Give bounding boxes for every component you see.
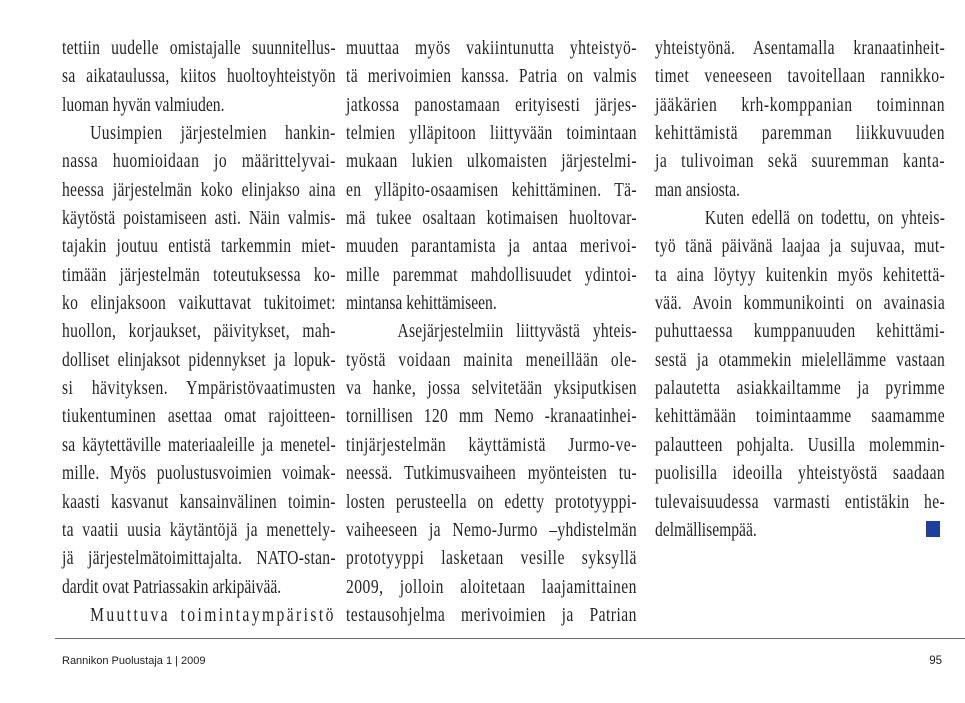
paragraph: [346, 34, 637, 317]
text-line: työstä voidaan mainita meneillään ole-: [346, 348, 637, 371]
text-line: dardit ovat Patriassakin arkipäivää.: [62, 575, 282, 598]
paragraph: [62, 119, 336, 601]
text-line: dolliset elinjaksot pidennykset ja lopuk-: [62, 348, 336, 371]
text-line: Muuttuva toimintaympäristö: [90, 603, 336, 626]
text-line: tiukentuminen asettaa omat rajoitteen-: [62, 405, 336, 428]
paragraph: [346, 317, 637, 629]
text-line: tornillisen 120 mm Nemo -kranaatinhei-: [346, 405, 637, 428]
paragraph: [62, 34, 336, 119]
text-line: losten perusteella on edetty prototyyppi-: [346, 490, 637, 513]
end-square-icon: [926, 521, 940, 537]
text-line: mille paremmat mahdollisuudet ydintoi-: [346, 263, 637, 286]
text-line: timet veneeseen tavoitellaan rannikko-: [655, 65, 946, 88]
text-line: tulevaisuudessa varmasti entistäkin he-: [655, 490, 946, 513]
text-line: luoman hyvän valmiuden.: [62, 93, 225, 116]
text-line: mukaan lukien ulkomaisten järjestelmi-: [346, 150, 637, 173]
text-line: vaiheeseen ja Nemo-Jurmo –yhdistelmän: [346, 518, 637, 541]
text-line: jääkärien krh-komppanian toiminnan: [655, 93, 946, 116]
text-column-3: [655, 34, 945, 544]
text-line: Asejärjestelmiin liittyvästä yhteis-: [397, 320, 637, 343]
text-line: sa aikataulussa, kiitos huoltoyhteistyön: [62, 65, 336, 88]
text-line: testausohjelma merivoimien ja Patrian: [346, 603, 637, 626]
text-column-1: [62, 34, 336, 629]
text-line: kehittämään toimintaamme saamamme: [655, 405, 946, 428]
text-line: tettiin uudelle omistajalle suunnitellus-: [62, 37, 336, 59]
text-line: käytöstä poistamiseen asti. Näin valmis-: [62, 207, 336, 230]
text-line: man ansiosta.: [655, 178, 740, 201]
text-line: ko elinjaksoon vaikuttavat tukitoimet:: [62, 292, 336, 315]
text-line: yhteistyönä. Asentamalla kranaatinheit-: [655, 37, 946, 59]
text-line: tä merivoimien kanssa. Patria on valmis: [346, 65, 637, 88]
text-line: ta vaatii uusia käytäntöjä ja menettely-: [62, 518, 336, 541]
text-line: palautteen pohjalta. Uusilla molemmin-: [655, 433, 946, 456]
text-line: mä tukee osaltaan kotimaisen huoltovar-: [346, 207, 637, 230]
text-line: neessä. Tutkimusvaiheen myönteisten tu-: [346, 462, 637, 485]
text-line: palautetta asiakkailtamme ja pyrimme: [655, 377, 946, 400]
text-line: ta aina löytyy kuitenkin myös kehitettä-: [655, 263, 946, 286]
text-line: prototyyppi lasketaan vesille syksyllä: [346, 547, 637, 570]
paragraph: [655, 34, 945, 204]
text-line: mille. Myös puolustusvoimien voimak-: [62, 462, 336, 485]
publication-title: Rannikon Puolustaja 1 | 2009: [62, 655, 206, 667]
text-line: kehittämistä paremman liikkuvuuden: [655, 122, 946, 145]
text-line: muuden parantamista ja antaa merivoi-: [346, 235, 637, 258]
text-line: si hävityksen. Ympäristövaatimusten: [62, 377, 336, 400]
text-line: työ tänä päivänä laajaa ja sujuvaa, mut-: [655, 235, 946, 258]
text-line: en ylläpito-osaamisen kehittäminen. Tä-: [346, 178, 637, 201]
text-line: muuttaa myös vakiintunutta yhteistyö-: [346, 37, 637, 59]
text-line: huollon, korjaukset, päivitykset, mah-: [62, 320, 336, 343]
text-line: tajakin joutuu entistä tarkemmin miet-: [62, 235, 336, 258]
paragraph: [655, 204, 945, 544]
text-line: timään järjestelmän toteutuksessa ko-: [62, 263, 336, 286]
text-line: jä järjestelmätoimittajalta. NATO-stan-: [62, 547, 336, 570]
text-line: jatkossa panostamaan erityisesti järjes-: [346, 93, 637, 116]
text-line: Kuten edellä on todettu, on yhteis-: [704, 207, 946, 230]
text-line: va hanke, jossa selvitetään yksiputkisen: [346, 377, 637, 400]
text-line: telmien ylläpitoon liittyvään toimintaan: [346, 122, 637, 145]
text-line: sestä ja otammekin mielellämme vastaan: [655, 348, 946, 371]
text-line: sa käytettäville materiaaleille ja menetel-: [62, 433, 336, 456]
text-line: Uusimpien järjestelmien hankin-: [90, 122, 336, 145]
footer-rule: [55, 638, 965, 639]
paragraph: [62, 601, 336, 629]
text-line: kaasti kasvanut kansainvälinen toimin-: [62, 490, 336, 513]
text-line: ja tulivoiman sekä suuremman kanta-: [655, 150, 946, 173]
text-line: 2009, jolloin aloitetaan laajamittainen: [346, 575, 637, 598]
text-column-2: [346, 34, 637, 629]
text-line: heessa järjestelmän koko elinjakso aina: [62, 178, 336, 201]
text-line: vää. Avoin kommunikointi on avainasia: [655, 292, 946, 315]
text-line: mintansa kehittämiseen.: [346, 292, 497, 315]
text-line: puhuttaessa kumppanuuden kehittämi-: [655, 320, 946, 343]
text-line: delmällisempää.: [655, 518, 757, 541]
text-line: tinjärjestelmän käyttämistä Jurmo-ve-: [346, 433, 637, 456]
page-number: 95: [929, 655, 942, 667]
text-line: puolisilla ideoilla yhteistyöstä saadaan: [655, 462, 946, 485]
text-line: nassa huomioidaan jo määrittelyvai-: [62, 150, 336, 173]
